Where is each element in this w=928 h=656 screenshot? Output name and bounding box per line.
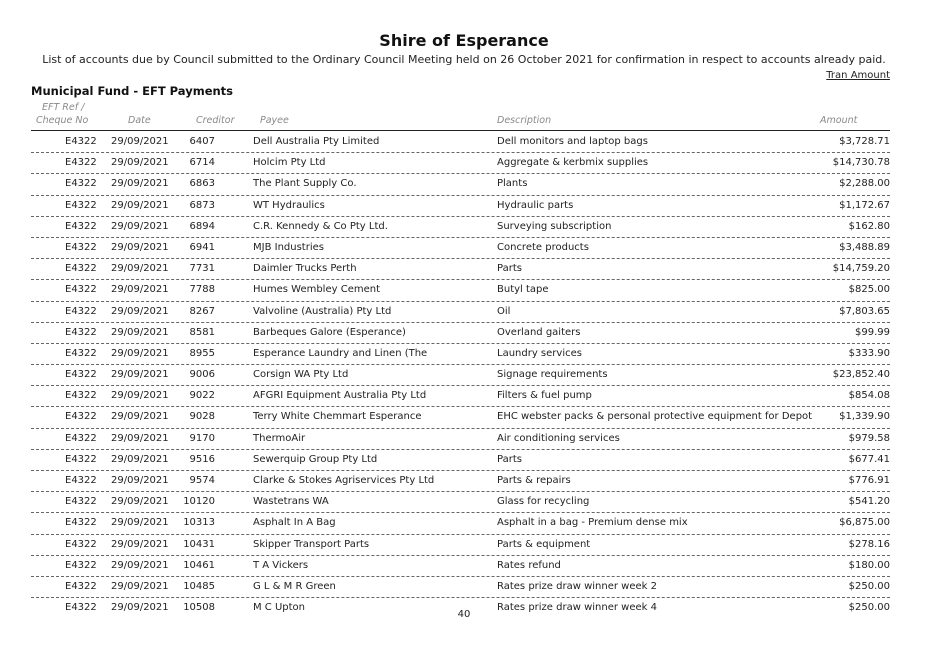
cell-description: Parts	[497, 263, 522, 275]
cell-amount: $2,288.00	[839, 178, 890, 190]
table-row	[31, 450, 890, 471]
page-title: Shire of Esperance	[379, 31, 549, 50]
cell-description: Plants	[497, 178, 528, 190]
cell-date: 29/09/2021	[111, 284, 169, 296]
cell-date: 29/09/2021	[111, 347, 169, 359]
cell-payee: Sewerquip Group Pty Ltd	[253, 453, 378, 465]
cell-eft-ref: E4322	[65, 538, 97, 550]
page-subtitle: List of accounts due by Council submitted to the Ordinary Council Meeting held on 26 October 2021 for confirmation in respect to accounts already paid.	[42, 53, 886, 66]
cell-description: Laundry services	[497, 347, 582, 359]
cell-payee: Barbeques Galore (Esperance)	[253, 326, 406, 338]
cell-payee: The Plant Supply Co.	[253, 178, 357, 190]
cell-eft-ref: E4322	[65, 517, 97, 529]
cell-description: Hydraulic parts	[497, 199, 574, 211]
cell-payee: Corsign WA Pty Ltd	[253, 369, 349, 381]
table-row	[31, 132, 890, 153]
cell-creditor: 10313	[183, 517, 215, 529]
table-row	[31, 513, 890, 534]
cell-creditor: 10431	[183, 538, 215, 550]
cell-amount: $6,875.00	[839, 517, 890, 529]
cell-payee: Esperance Laundry and Linen (The	[253, 347, 428, 359]
cell-amount: $14,759.20	[832, 263, 890, 275]
cell-eft-ref: E4322	[65, 157, 97, 169]
cell-date: 29/09/2021	[111, 390, 169, 402]
cell-eft-ref: E4322	[65, 453, 97, 465]
cell-payee: MJB Industries	[253, 241, 324, 253]
cell-amount: $1,172.67	[839, 199, 890, 211]
cell-date: 29/09/2021	[111, 475, 169, 486]
cell-description: Parts & equipment	[497, 538, 591, 550]
cell-payee: Holcim Pty Ltd	[253, 157, 326, 169]
cell-eft-ref: E4322	[65, 475, 97, 486]
cell-creditor: 6894	[189, 220, 215, 232]
table-row	[31, 217, 890, 238]
cell-creditor: 8955	[189, 347, 215, 359]
cell-creditor: 10485	[183, 580, 215, 592]
cell-date: 29/09/2021	[111, 432, 169, 444]
table-row	[31, 302, 890, 323]
cell-date: 29/09/2021	[111, 326, 169, 338]
cell-amount: $250.00	[848, 602, 890, 614]
cell-payee: Dell Australia Pty Limited	[253, 136, 380, 147]
cell-description: Butyl tape	[497, 284, 549, 296]
cell-payee: Valvoline (Australia) Pty Ltd	[253, 305, 392, 317]
table-row	[31, 259, 890, 280]
table-row	[31, 471, 890, 492]
cell-payee: Terry White Chemmart Esperance	[253, 411, 422, 423]
cell-amount: $250.00	[848, 580, 890, 592]
cell-eft-ref: E4322	[65, 305, 97, 317]
cell-creditor: 6873	[189, 199, 215, 211]
cell-eft-ref: E4322	[65, 496, 97, 508]
cell-payee: G L & M R Green	[253, 580, 336, 592]
payments-table	[31, 132, 890, 618]
cell-description: Parts & repairs	[497, 475, 571, 486]
cell-description: Rates refund	[497, 559, 561, 571]
cell-date: 29/09/2021	[111, 538, 169, 550]
cell-creditor: 9574	[189, 475, 215, 486]
cell-payee: Wastetrans WA	[253, 496, 329, 508]
cell-payee: AFGRI Equipment Australia Pty Ltd	[253, 390, 427, 402]
cell-amount: $3,488.89	[839, 241, 890, 253]
cell-eft-ref: E4322	[65, 602, 97, 614]
cell-date: 29/09/2021	[111, 453, 169, 465]
table-row	[31, 153, 890, 174]
cell-description: Rates prize draw winner week 2	[497, 580, 657, 592]
cell-payee: Skipper Transport Parts	[253, 538, 370, 550]
table-row	[31, 238, 890, 259]
col-header-description: Description	[497, 115, 552, 126]
table-row	[31, 196, 890, 217]
table-row	[31, 577, 890, 598]
cell-eft-ref: E4322	[65, 136, 97, 147]
cell-amount: $7,803.65	[839, 305, 890, 317]
cell-eft-ref: E4322	[65, 580, 97, 592]
cell-date: 29/09/2021	[111, 199, 169, 211]
cell-creditor: 6863	[189, 178, 215, 190]
cell-date: 29/09/2021	[111, 305, 169, 317]
cell-amount: $99.99	[855, 326, 890, 338]
cell-creditor: 9022	[189, 390, 215, 402]
col-header-amount: Amount	[820, 115, 858, 126]
cell-eft-ref: E4322	[65, 284, 97, 296]
cell-eft-ref: E4322	[65, 432, 97, 444]
cell-date: 29/09/2021	[111, 220, 169, 232]
cell-description: Air conditioning services	[497, 432, 620, 444]
cell-payee: Clarke & Stokes Agriservices Pty Ltd	[253, 475, 435, 486]
table-row	[31, 174, 890, 195]
cell-amount: $854.08	[848, 390, 890, 402]
cell-amount: $23,852.40	[832, 369, 890, 381]
cell-creditor: 10508	[183, 602, 215, 614]
cell-description: Rates prize draw winner week 4	[497, 602, 657, 614]
cell-amount: $333.90	[848, 347, 890, 359]
cell-creditor: 7731	[189, 263, 215, 275]
col-header-creditor: Creditor	[196, 115, 235, 126]
cell-eft-ref: E4322	[65, 220, 97, 232]
cell-description: Parts	[497, 453, 522, 465]
cell-payee: Asphalt In A Bag	[253, 517, 336, 529]
col-header-ref-line1: EFT Ref /	[42, 102, 85, 113]
cell-eft-ref: E4322	[65, 347, 97, 359]
table-row	[31, 386, 890, 407]
cell-eft-ref: E4322	[65, 263, 97, 275]
col-header-payee: Payee	[260, 115, 289, 126]
header-rule	[31, 130, 890, 131]
cell-date: 29/09/2021	[111, 496, 169, 508]
table-row	[31, 280, 890, 301]
cell-date: 29/09/2021	[111, 263, 169, 275]
cell-creditor: 10461	[183, 559, 215, 571]
cell-date: 29/09/2021	[111, 241, 169, 253]
cell-description: Concrete products	[497, 241, 589, 253]
cell-amount: $979.58	[848, 432, 890, 444]
cell-description: Dell monitors and laptop bags	[497, 136, 648, 147]
table-row	[31, 556, 890, 577]
cell-amount: $541.20	[848, 496, 890, 508]
cell-eft-ref: E4322	[65, 326, 97, 338]
cell-eft-ref: E4322	[65, 411, 97, 423]
cell-creditor: 9028	[189, 411, 215, 423]
table-row	[31, 407, 890, 428]
cell-date: 29/09/2021	[111, 136, 169, 147]
cell-payee: T A Vickers	[253, 559, 309, 571]
cell-description: Signage requirements	[497, 369, 608, 381]
cell-description: Aggregate & kerbmix supplies	[497, 157, 649, 169]
cell-date: 29/09/2021	[111, 559, 169, 571]
cell-amount: $14,730.78	[832, 157, 890, 169]
cell-description: Asphalt in a bag - Premium dense mix	[497, 517, 688, 529]
cell-date: 29/09/2021	[111, 602, 169, 614]
cell-payee: Humes Wembley Cement	[253, 284, 380, 296]
cell-date: 29/09/2021	[111, 157, 169, 169]
cell-payee: M C Upton	[253, 602, 306, 614]
cell-date: 29/09/2021	[111, 369, 169, 381]
cell-eft-ref: E4322	[65, 178, 97, 190]
table-row	[31, 365, 890, 386]
cell-eft-ref: E4322	[65, 199, 97, 211]
cell-description: Oil	[497, 305, 511, 317]
cell-date: 29/09/2021	[111, 178, 169, 190]
cell-date: 29/09/2021	[111, 517, 169, 529]
cell-payee: WT Hydraulics	[253, 199, 325, 211]
cell-description: Overland gaiters	[497, 326, 581, 338]
cell-payee: Daimler Trucks Perth	[253, 263, 357, 275]
fund-heading: Municipal Fund - EFT Payments	[31, 84, 234, 98]
cell-description: Glass for recycling	[497, 496, 590, 508]
table-row	[31, 429, 890, 450]
table-row	[31, 492, 890, 513]
cell-amount: $825.00	[848, 284, 890, 296]
cell-date: 29/09/2021	[111, 411, 169, 423]
cell-amount: $180.00	[848, 559, 890, 571]
cell-creditor: 6407	[189, 136, 215, 147]
cell-amount: $162.80	[848, 220, 890, 232]
table-row	[31, 535, 890, 556]
cell-amount: $677.41	[848, 453, 890, 465]
table-row	[31, 344, 890, 365]
cell-eft-ref: E4322	[65, 369, 97, 381]
table-row	[31, 323, 890, 344]
page-number: 40	[457, 609, 471, 620]
cell-creditor: 10120	[183, 496, 215, 508]
cell-creditor: 9006	[189, 369, 215, 381]
cell-creditor: 9516	[189, 453, 215, 465]
cell-amount: $278.16	[848, 538, 890, 550]
col-header-date: Date	[128, 115, 151, 126]
cell-payee: ThermoAir	[253, 432, 306, 444]
cell-creditor: 6941	[189, 241, 215, 253]
cell-amount: $3,728.71	[839, 136, 890, 147]
cell-creditor: 6714	[189, 157, 215, 169]
cell-creditor: 8581	[189, 326, 215, 338]
col-header-ref-line2: Cheque No	[36, 115, 89, 126]
cell-payee: C.R. Kennedy & Co Pty Ltd.	[253, 220, 388, 232]
cell-creditor: 7788	[189, 284, 215, 296]
cell-description: Surveying subscription	[497, 220, 612, 232]
cell-description: EHC webster packs & personal protective equipment for Depot	[497, 411, 813, 423]
tran-amount-label: Tran Amount	[826, 70, 890, 81]
cell-eft-ref: E4322	[65, 390, 97, 402]
cell-creditor: 9170	[189, 432, 215, 444]
cell-date: 29/09/2021	[111, 580, 169, 592]
cell-amount: $776.91	[848, 475, 890, 486]
cell-creditor: 8267	[189, 305, 215, 317]
cell-eft-ref: E4322	[65, 559, 97, 571]
cell-eft-ref: E4322	[65, 241, 97, 253]
cell-description: Filters & fuel pump	[497, 390, 592, 402]
cell-amount: $1,339.90	[839, 411, 890, 423]
